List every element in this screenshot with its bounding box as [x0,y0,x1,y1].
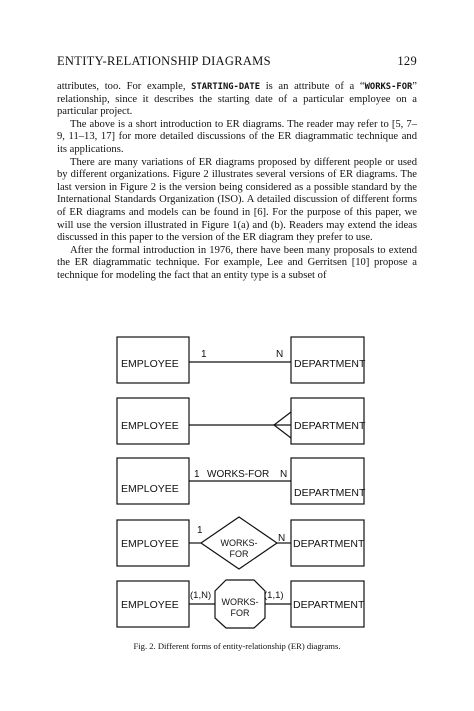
diagram-row-4 [117,517,365,569]
paragraph-2: The above is a short introduction to ER diagrams. The reader may refer to [5, 7–9, 11–13, 17] for more detailed discussions of the ER diagrammatic technique and its applications. [57,118,417,155]
cardinality-4-left: 1 [197,525,203,536]
p1-text-c: ” relationship, since it describes the starting date of a particular employee on a particular project. [57,81,417,118]
cardinality-1-right: N [276,349,284,360]
relationship-name-4b: FOR [229,549,249,559]
p1-text-a: attributes, too. For example, [57,81,192,92]
cardinality-4-right: N [278,533,286,544]
entity-label-department-3: DEPARTMENT [294,487,366,499]
cardinality-5-left: (1,N) [190,590,212,601]
employee-box-3 [117,458,189,504]
code-starting-date: STARTING-DATE [191,82,261,92]
entity-label-department-5: DEPARTMENT [293,599,365,611]
relationship-name-5a: WORKS- [221,597,259,607]
entity-label-department-2: DEPARTMENT [294,420,366,432]
relationship-name-3: WORKS-FOR [207,469,270,480]
entity-label-department-1: DEPARTMENT [294,358,366,370]
paragraph-4: After the formal introduction in 1976, there have been many proposals to extend the ER diagrammatic technique. For example, Lee and Gerritsen [10] propose a technique for modeling the fact that an entity type is a subset of [57,244,417,281]
cardinality-1-left: 1 [201,349,207,360]
entity-label-employee-4: EMPLOYEE [121,538,179,550]
cardinality-3-left: 1 [194,469,200,480]
entity-label-employee-3: EMPLOYEE [121,483,179,495]
entity-label-employee-2: EMPLOYEE [121,420,179,432]
diagram-row-3 [117,458,366,504]
entity-label-employee-5: EMPLOYEE [121,599,179,611]
running-title: ENTITY-RELATIONSHIP DIAGRAMS [57,54,271,68]
diagram-row-5 [117,580,365,628]
entity-label-employee-1: EMPLOYEE [121,358,179,370]
page-number: 129 [397,54,417,68]
diagram-row-1 [117,337,366,383]
figure-caption: Fig. 2. Different forms of entity-relationship (ER) diagrams. [133,641,341,651]
cardinality-3-right: N [280,469,288,480]
cardinality-5-right: (1,1) [264,590,284,601]
paragraph-3: There are many variations of ER diagrams proposed by different people or used by different organizations. Figure 2 illustrates several versions of ER diagrams. The last version in Figure 2 is the version being considered as a possible standard by the International Standards Organization (ISO). A detailed discussion of different forms of ER diagrams and models can be found in [6]. For the purpose of this paper, we will use the version illustrated in Figure 1(a) and (b). Readers may extend the ideas discussed in this paper to the version of the ER diagram they prefer to use. [57,156,417,244]
diagram-row-2 [117,398,366,444]
relationship-name-4a: WORKS- [220,538,258,548]
entity-label-department-4: DEPARTMENT [293,538,365,550]
p1-text-b: is an attribute of a “ [260,81,365,92]
relationship-name-5b: FOR [230,608,250,618]
code-works-for: WORKS-FOR [364,82,413,92]
